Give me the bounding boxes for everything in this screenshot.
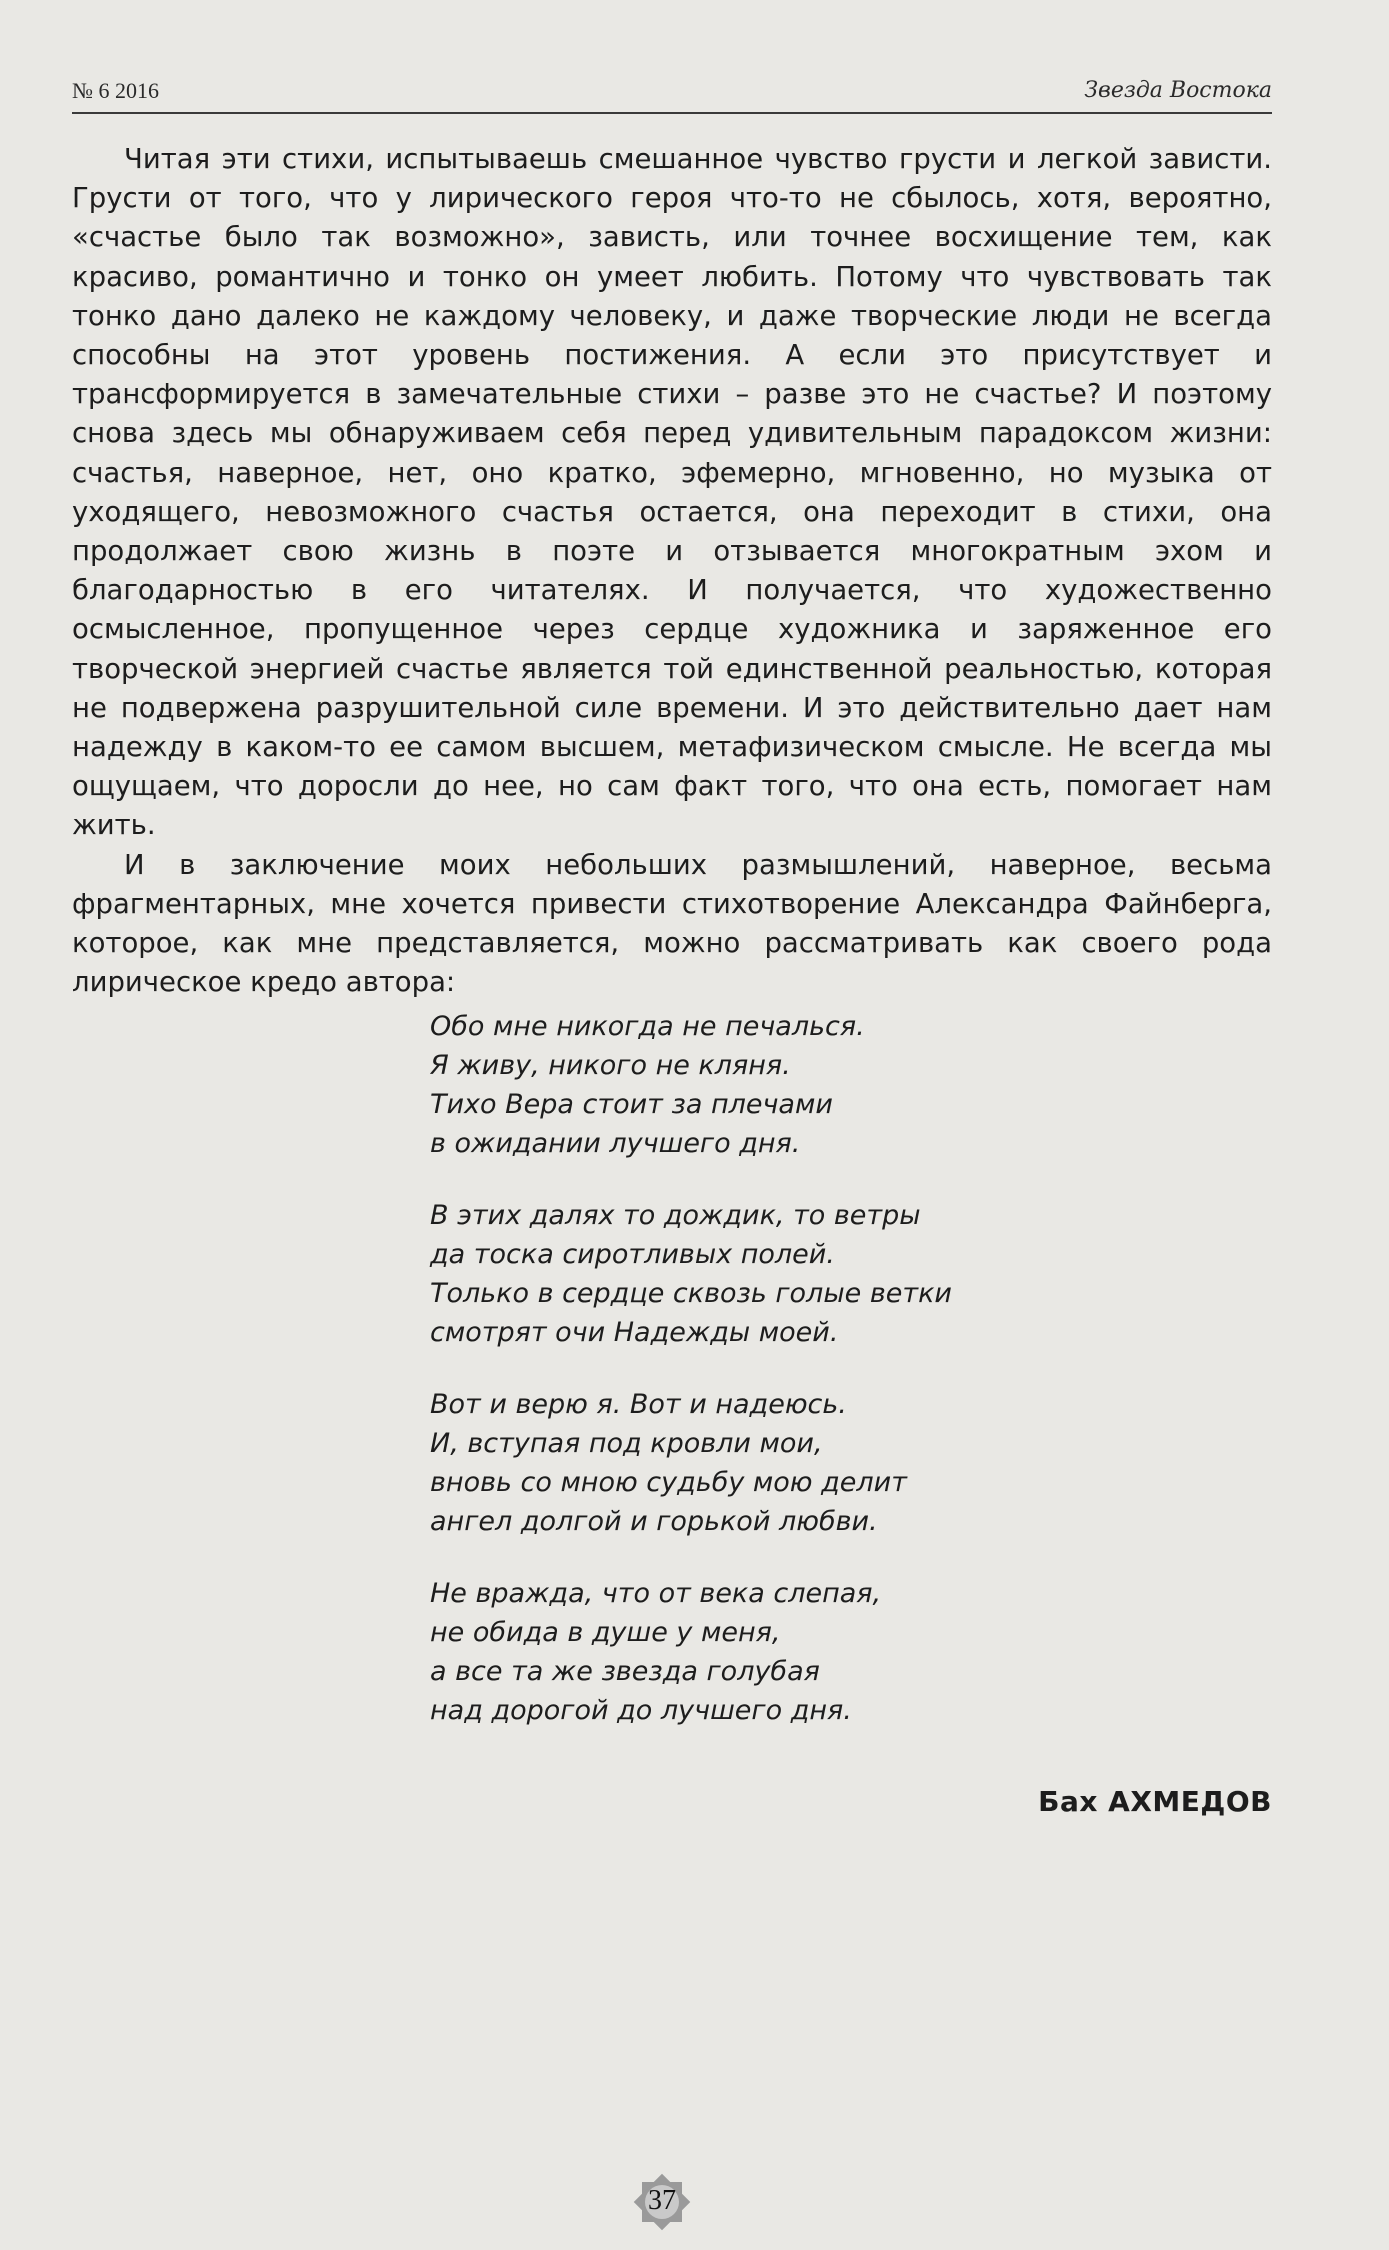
poem-line: ангел долгой и горькой любви. [430, 1506, 878, 1537]
poem-line: в ожидании лучшего дня. [430, 1128, 801, 1159]
poem [430, 1007, 1070, 1763]
poem-line: Я живу, никого не кляня. [430, 1050, 791, 1081]
poem-line: И, вступая под кровли мои, [430, 1428, 823, 1459]
poem-line: В этих далях то дождик, то ветры [430, 1200, 921, 1231]
article-body [72, 140, 1272, 1002]
poem-line: Только в сердце сквозь голые ветки [430, 1278, 952, 1309]
poem-stanza [430, 1385, 1070, 1541]
paragraph: И в заключение моих небольших размышлений, наверное, весьма фрагментарных, мне хочется привести стихотворение Александра Файнберга, которое, как мне представляется, можно рассматривать как своего рода лирическое кредо автора: [72, 848, 1272, 999]
poem-line: Вот и верю я. Вот и надеюсь. [430, 1389, 847, 1420]
issue-number: № 6 2016 [72, 78, 159, 103]
running-header [72, 72, 1272, 114]
paragraph: Читая эти стихи, испытываешь смешанное чувство грусти и легкой зависти. Грусти от того, что у лирического героя что-то не сбылось, хотя, вероятно, «счастье было так возможно», зависть, или точнее восхищение тем, как красиво, романтично и тонко он умеет любить. Потому что чувствовать так тонко дано далеко не каждому человеку, и даже творческие люди не всегда способны на этот уровень постижения. А если это присутствует и трансформируется в замечательные стихи – разве это не счастье? И поэтому снова здесь мы обнаруживаем себя перед удивительным парадоксом жизни: счастья, наверное, нет, оно кратко, эфемерно, мгновенно, но музыка от уходящего, невозможного счастья остается, она переходит в стихи, она продолжает свою жизнь в поэте и отзывается многократным эхом и благодарностью в его читателях. И получается, что художественно осмысленное, пропущенное через сердце художника и заряженное его творческой энергией счастье является той единственной реальностью, которая не подвержена разрушительной силе времени. И это действительно дает нам надежду в каком-то ее самом высшем, метафизическом смысле. Не всегда мы ощущаем, что доросли до нее, но сам факт того, что она есть, помогает нам жить. [72, 143, 1272, 842]
poem-line: смотрят очи Надежды моей. [430, 1317, 839, 1348]
poem-line: Тихо Вера стоит за плечами [430, 1089, 833, 1120]
poem-stanza [430, 1574, 1070, 1730]
poem-line: вновь со мною судьбу мою делит [430, 1467, 907, 1498]
poem-line: а все та же звезда голубая [430, 1656, 820, 1687]
poem-line: Обо мне никогда не печалься. [430, 1011, 865, 1042]
magazine-title: Звезда Востока [1084, 78, 1272, 103]
poem-line: да тоска сиротливых полей. [430, 1239, 835, 1270]
page-number: 37 [648, 2185, 676, 2216]
poem-stanza [430, 1196, 1070, 1352]
author-signature: Бах АХМЕДОВ [1038, 1785, 1272, 1818]
poem-line: над дорогой до лучшего дня. [430, 1695, 852, 1726]
poem-line: Не вражда, что от века слепая, [430, 1578, 882, 1609]
poem-stanza [430, 1007, 1070, 1163]
poem-line: не обида в душе у меня, [430, 1617, 781, 1648]
page-number-badge [630, 2170, 694, 2234]
